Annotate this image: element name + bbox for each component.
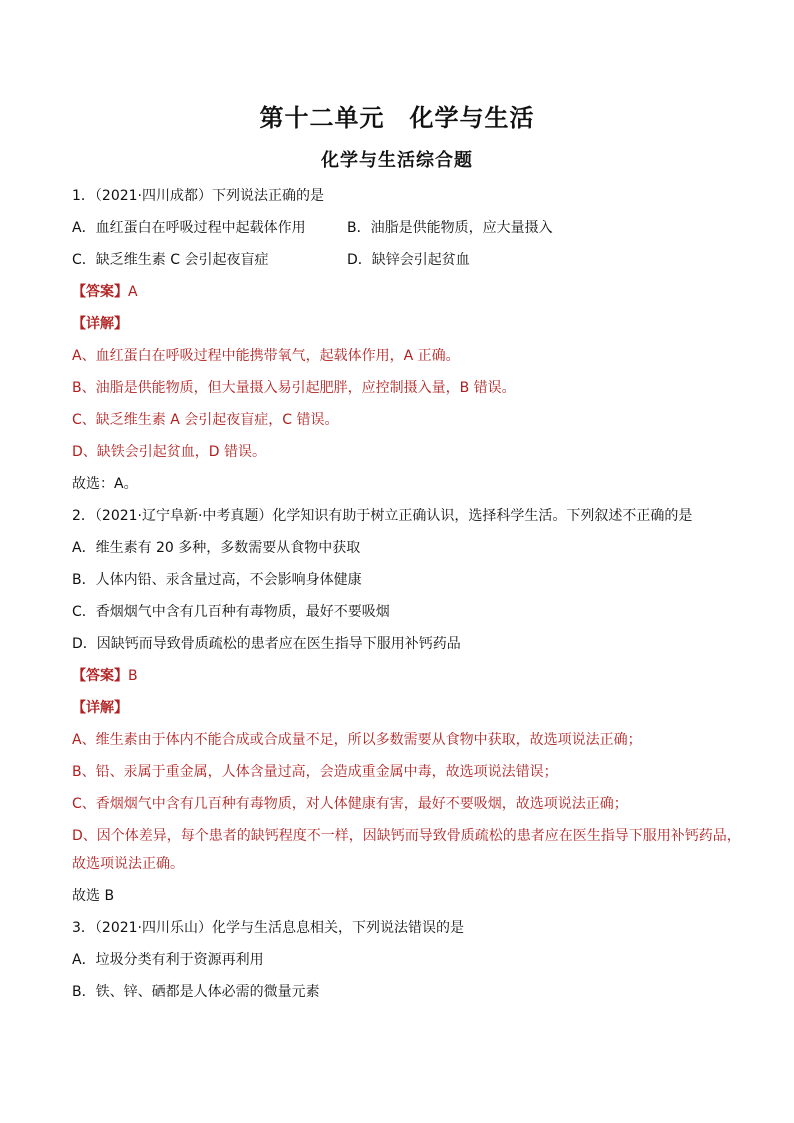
question-2-option-d: D．因缺钙而导致骨质疏松的患者应在医生指导下服用补钙药品 [72, 636, 461, 652]
question-2-stem: 2．（2021·辽宁阜新·中考真题）化学知识有助于树立正确认识，选择科学生活。下列叙述不正确的是 [72, 508, 693, 524]
section-subtitle: 化学与生活综合题 [321, 150, 473, 171]
question-2-explanation-d-cont: 故选项说法正确。 [72, 856, 184, 872]
question-1-explanation-a: A、血红蛋白在呼吸过程中能携带氧气，起载体作用，A 正确。 [72, 348, 460, 364]
question-2-explanation-a: A、维生素由于体内不能合成或合成量不足，所以多数需要从食物中获取，故选项说法正确； [72, 732, 642, 748]
question-1-option-a: A．血红蛋白在呼吸过程中起载体作用 [72, 220, 306, 236]
question-3-option-a: A．垃圾分类有利于资源再利用 [72, 952, 264, 968]
question-1-explanation-d: D、缺铁会引起贫血，D 错误。 [72, 444, 267, 460]
question-2-option-c: C．香烟烟气中含有几百种有毒物质，最好不要吸烟 [72, 604, 390, 620]
question-1-option-d: D．缺锌会引起贫血 [347, 252, 470, 268]
question-1-stem: 1．（2021·四川成都）下列说法正确的是 [72, 188, 324, 204]
question-3-stem: 3．（2021·四川乐山）化学与生活息息相关，下列说法错误的是 [72, 920, 464, 936]
question-2-option-b: B．人体内铅、汞含量过高，不会影响身体健康 [72, 572, 362, 588]
question-1-conclusion: 故选：A。 [72, 476, 138, 492]
question-2-explanation-d: D、因个体差异，每个患者的缺钙程度不一样，因缺钙而导致骨质疏松的患者应在医生指导下服用补钙药品， [72, 828, 741, 844]
question-1-explanation-b: B、油脂是供能物质，但大量摄入易引起肥胖，应控制摄入量，B 错误。 [72, 380, 516, 396]
question-1-detail-label: 【详解】 [72, 316, 128, 332]
answer-label: 【答案】 [72, 668, 128, 684]
answer-value: B [128, 668, 138, 684]
answer-label: 【答案】 [72, 284, 128, 300]
question-2-option-a: A．维生素有 20 多种，多数需要从食物中获取 [72, 540, 361, 556]
question-1-explanation-c: C、缺乏维生素 A 会引起夜盲症，C 错误。 [72, 412, 339, 428]
question-1-answer [72, 282, 138, 302]
question-1-option-b: B．油脂是供能物质，应大量摄入 [347, 220, 553, 236]
answer-value: A [128, 284, 138, 300]
question-2-explanation-b: B、铅、汞属于重金属，人体含量过高，会造成重金属中毒，故选项说法错误； [72, 764, 558, 780]
question-1-option-c: C．缺乏维生素 C 会引起夜盲症 [72, 252, 269, 268]
question-2-detail-label: 【详解】 [72, 700, 128, 716]
unit-title: 第十二单元 化学与生活 [259, 104, 535, 132]
question-2-explanation-c: C、香烟烟气中含有几百种有毒物质，对人体健康有害，最好不要吸烟，故选项说法正确； [72, 796, 628, 812]
question-2-conclusion: 故选 B [72, 888, 115, 904]
question-3-option-b: B．铁、锌、硒都是人体必需的微量元素 [72, 984, 320, 1000]
question-2-answer [72, 666, 138, 686]
